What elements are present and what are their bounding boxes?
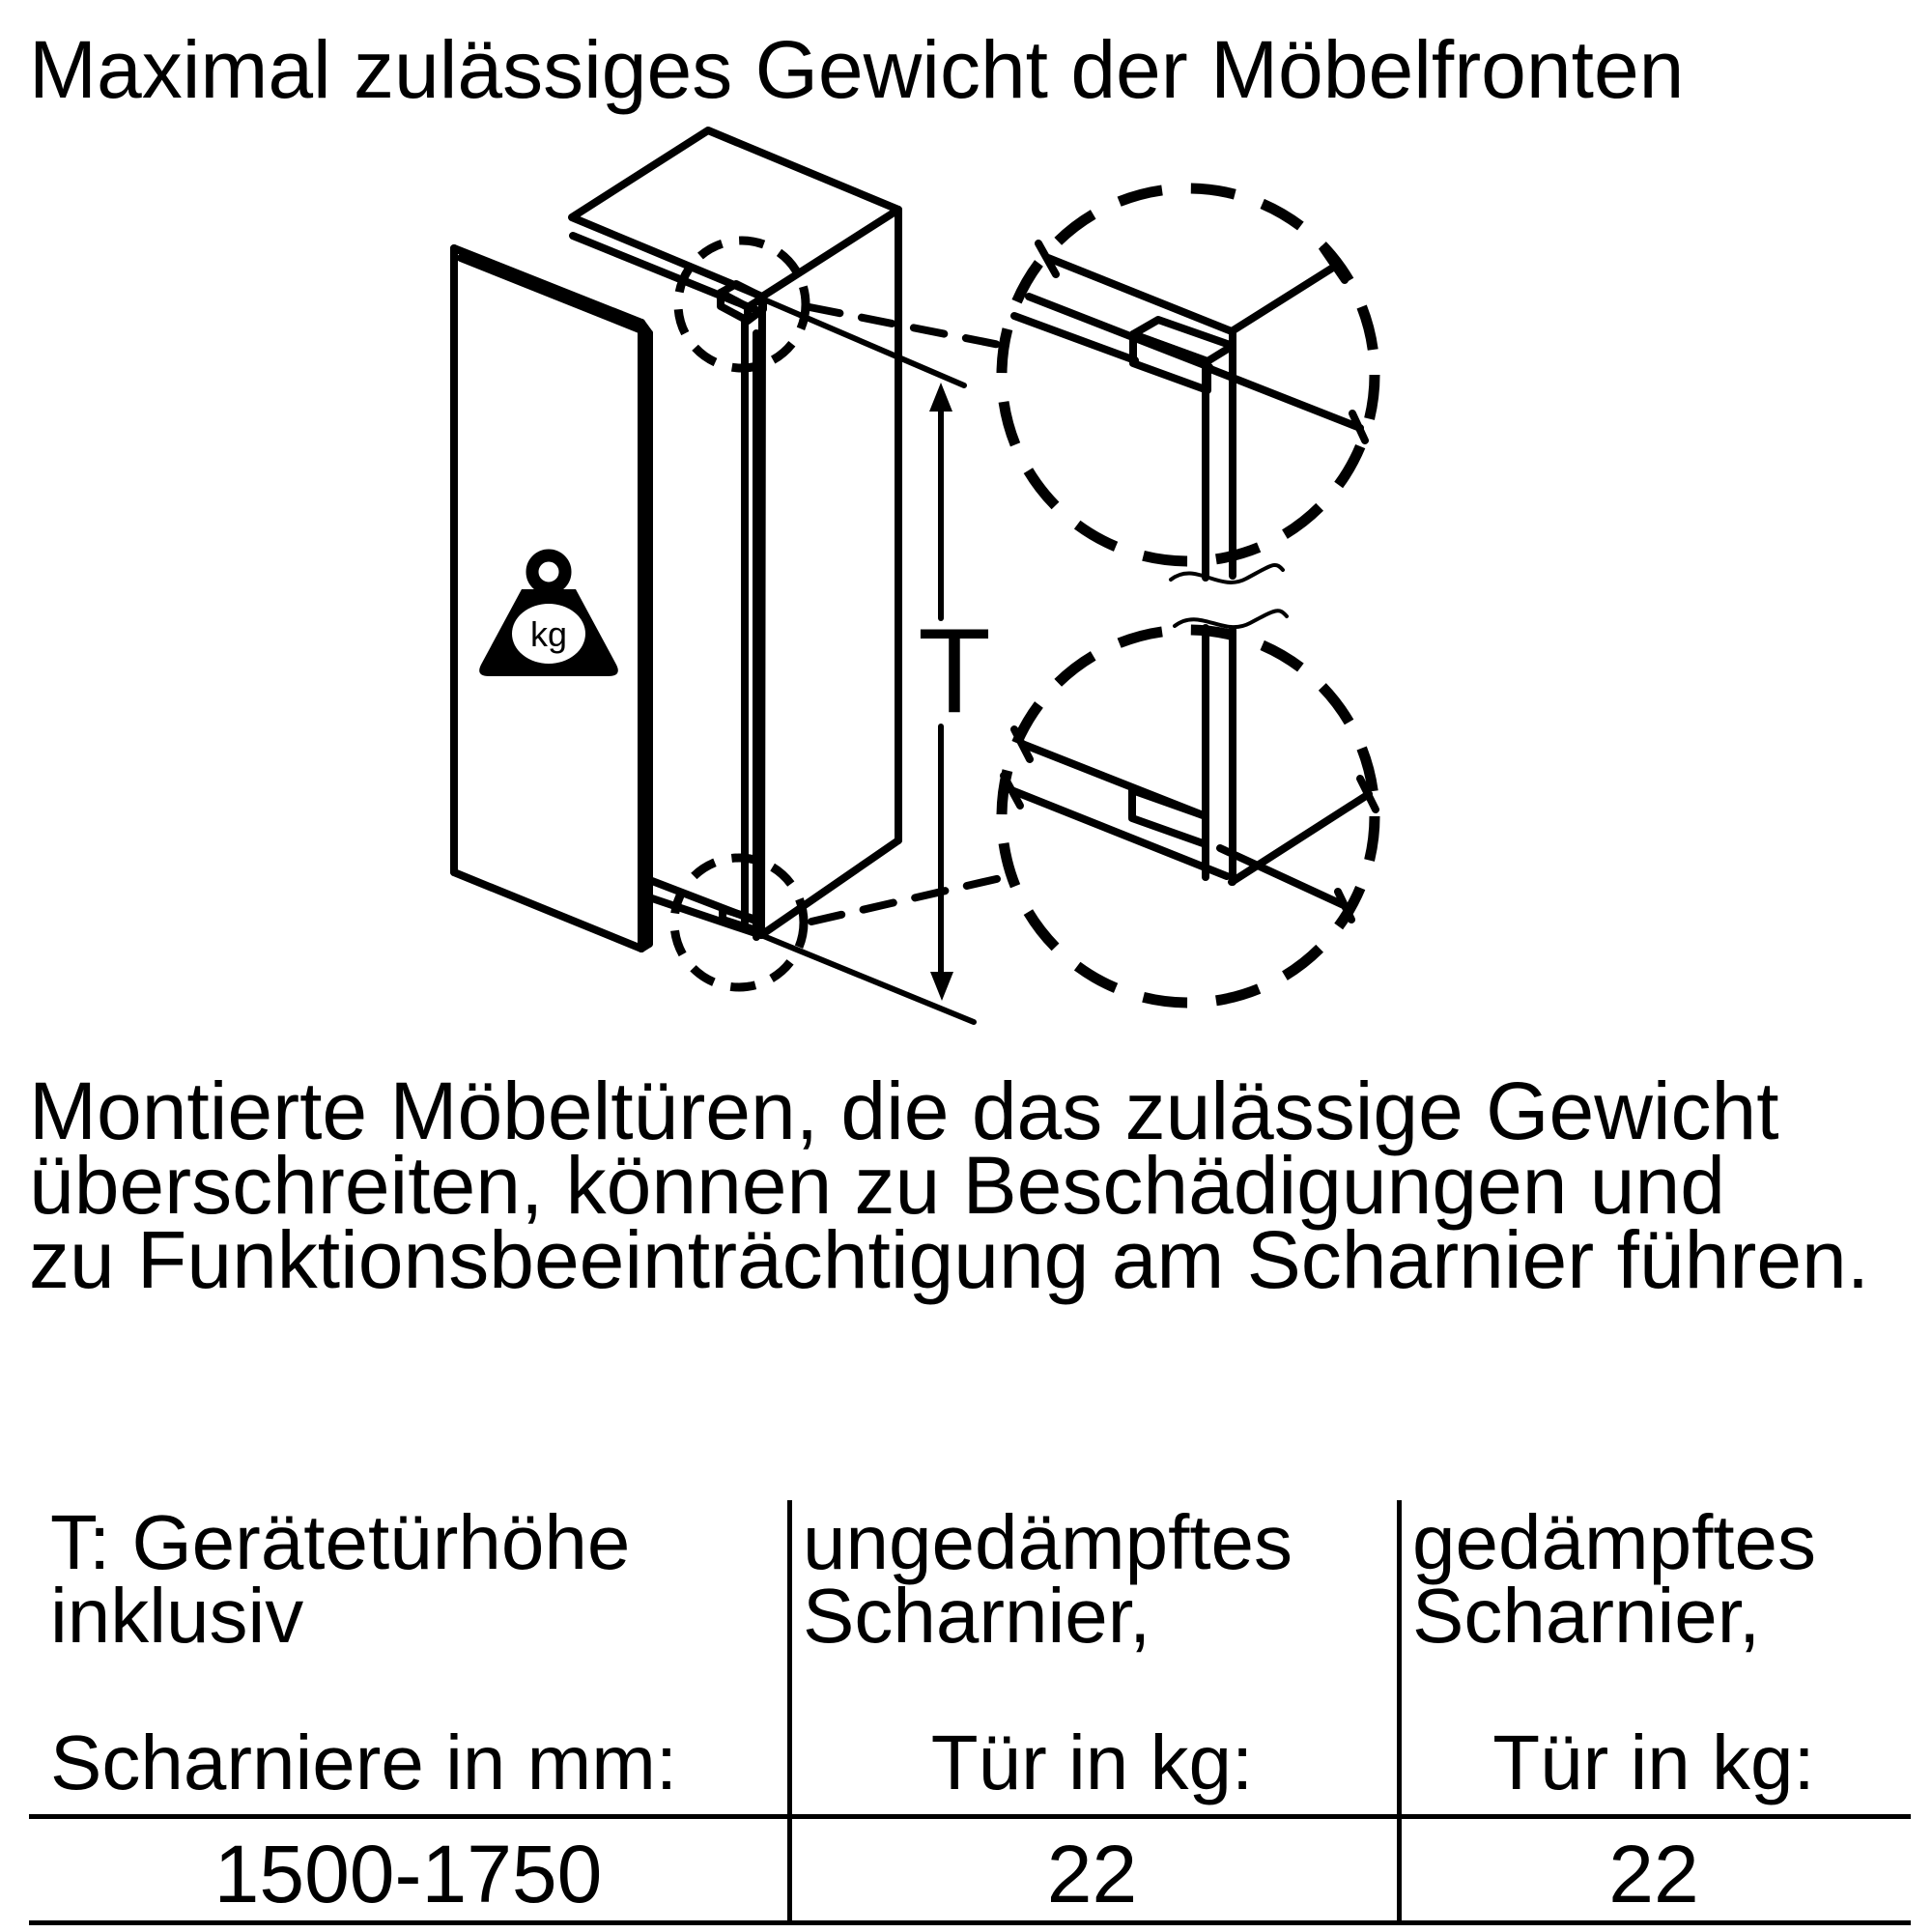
warning-line: zu Funktionsbeeinträchtigung am Scharnier führen. [29, 1214, 1870, 1305]
column-header: ungedämpftes Scharnier, Tür in kg: [803, 1499, 1293, 1805]
damped-hinge-weight: 22 [1608, 1829, 1699, 1919]
column-header: gedämpftes Scharnier, Tür in kg: [1412, 1499, 1817, 1805]
warning-line: überschreiten, können zu Beschädigungen und [29, 1140, 1725, 1231]
door-height-value: 1500-1750 [213, 1829, 603, 1919]
warning-line: Montierte Möbeltüren, die das zulässige Gewicht [29, 1065, 1779, 1156]
undamped-hinge-weight: 22 [1046, 1829, 1138, 1919]
dimension-label: T [918, 605, 991, 738]
table-column-damped-hinge [1397, 1500, 1911, 1925]
weight-unit-label: kg [529, 614, 568, 654]
table-column-door-height [29, 1500, 787, 1925]
table-column-undamped-hinge [787, 1500, 1397, 1925]
column-header: T: Gerätetürhöhe inklusiv Scharniere in mm: [50, 1499, 678, 1805]
page-title: Maximal zulässiges Gewicht der Möbelfronten [29, 24, 1685, 115]
